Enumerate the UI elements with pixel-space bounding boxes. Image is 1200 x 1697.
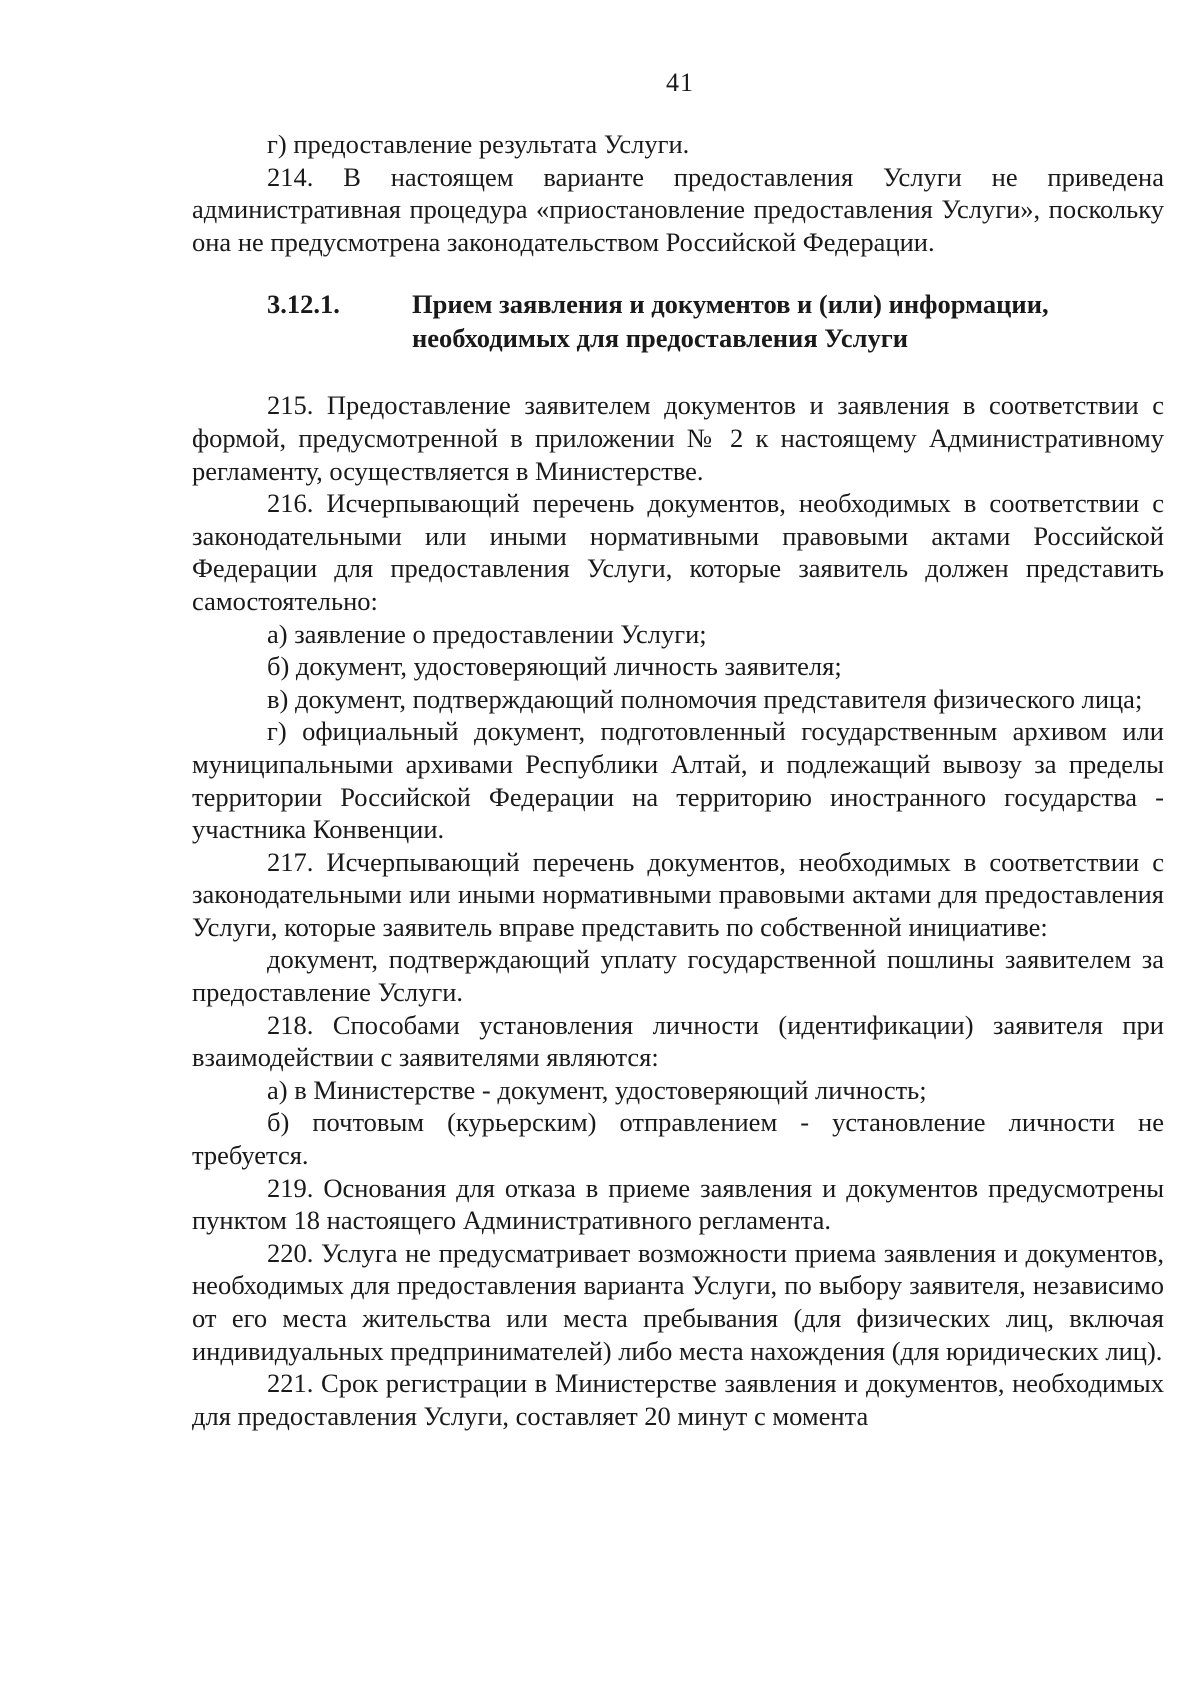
page-number: 41 [666, 68, 694, 97]
list-item: а) в Министерстве - документ, удостоверяющий личность; [267, 1074, 927, 1105]
section-number: 3.12.1. [267, 289, 340, 320]
paragraph: документ, подтверждающий уплату государственной пошлины заявителем за предоставление Услуги. [192, 944, 1164, 1008]
paragraph: 216. Исчерпывающий перечень документов, необходимых в соответствии с законодательными или иными нормативными правовыми актами Российской Федерации для предоставления Услуги, которые заявитель должен представить самостоятельно: [192, 488, 1164, 616]
document-body [192, 128, 1164, 1432]
paragraph: 215. Предоставление заявителем документов и заявления в соответствии с формой, предусмотренной в приложении № 2 к настоящему Административному регламенту, осуществляется в Министерстве. [192, 390, 1164, 486]
paragraph: 214. В настоящем варианте предоставления Услуги не приведена административная процедура «приостановление предоставления Услуги», поскольку она не предусмотрена законодательством Российской Федерации. [192, 161, 1164, 257]
list-item: а) заявление о предоставлении Услуги; [267, 618, 707, 649]
section-heading [192, 287, 1164, 355]
paragraph: 219. Основания для отказа в приеме заявления и документов предусмотрены пунктом 18 настоящего Административного регламента. [192, 1172, 1164, 1236]
list-item: б) документ, удостоверяющий личность заявителя; [267, 651, 842, 682]
paragraph: 221. Срок регистрации в Министерстве заявления и документов, необходимых для предоставления Услуги, составляет 20 минут с момента [192, 1368, 1164, 1431]
list-item: в) документ, подтверждающий полномочия представителя физического лица; [267, 683, 1143, 714]
section-title-line: Прием заявления и документов и (или) информации, [412, 289, 1049, 320]
list-item: г) официальный документ, подготовленный государственным архивом или муниципальными архивами Республики Алтай, и подлежащий вывозу за пределы территории Российской Федерации на территорию иностранного государства - участника Конвенции. [192, 716, 1164, 845]
paragraph: г) предоставление результата Услуги. [267, 129, 690, 159]
list-item: б) почтовым (курьерским) отправлением - установление личности не требуется. [192, 1107, 1164, 1171]
paragraph: 220. Услуга не предусматривает возможности приема заявления и документов, необходимых для предоставления варианта Услуги, по выбору заявителя, независимо от его места жительства или места пребывания (для физических лиц, включая индивидуальных предпринимателей) либо места нахождения (для юридических лиц). [192, 1237, 1164, 1366]
paragraph: 218. Способами установления личности (идентификации) заявителя при взаимодействии с заявителями являются: [192, 1009, 1164, 1073]
section-title-line: необходимых для предоставления Услуги [412, 323, 909, 354]
paragraph: 217. Исчерпывающий перечень документов, необходимых в соответствии с законодательными или иными нормативными правовыми актами для предоставления Услуги, которые заявитель вправе представить по собственной инициативе: [192, 846, 1164, 942]
section-title [412, 287, 1164, 355]
